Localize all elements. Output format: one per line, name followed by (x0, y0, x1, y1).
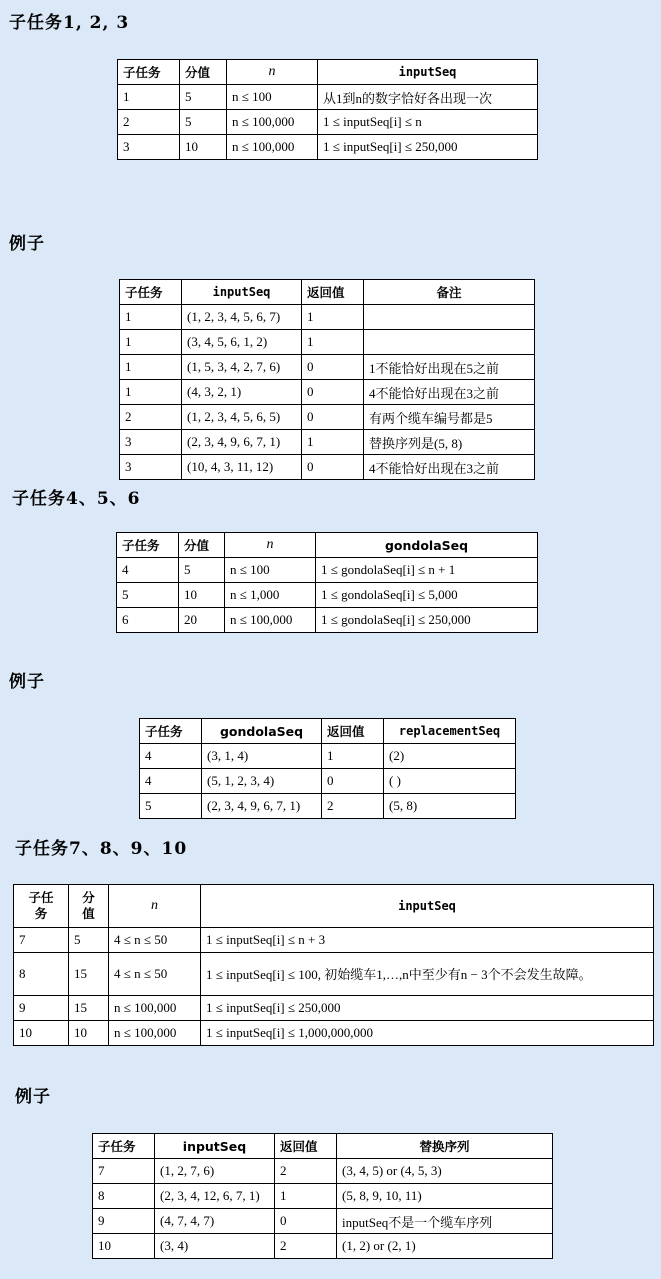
cell: 20 (179, 608, 225, 633)
cell: 0 (275, 1209, 337, 1234)
col-subtask: 子任务 (14, 885, 69, 928)
col-subtask: 子任务 (117, 533, 179, 558)
cell: (2, 3, 4, 12, 6, 7, 1) (155, 1184, 275, 1209)
cell: (1, 2, 3, 4, 5, 6, 5) (182, 405, 302, 430)
cell: (5, 8) (384, 794, 516, 819)
table-row (140, 744, 516, 769)
col-replacement-sequence: 替换序列 (337, 1134, 553, 1159)
cell: (1, 2, 3, 4, 5, 6, 7) (182, 305, 302, 330)
cell: 3 (120, 455, 182, 480)
subtask-7-10-heading: 子任务7、8、9、10 (15, 839, 188, 859)
col-n: n (109, 885, 201, 928)
col-subtask: 子任务 (93, 1134, 155, 1159)
cell: 1 (302, 430, 364, 455)
cell: n ≤ 100,000 (227, 110, 318, 135)
example-2-table (139, 718, 516, 819)
cell: (2) (384, 744, 516, 769)
subtask-1-3-table (117, 59, 538, 160)
cell: n ≤ 100 (225, 558, 316, 583)
cell: 10 (69, 1021, 109, 1046)
cell: 1 (120, 305, 182, 330)
cell: 0 (302, 380, 364, 405)
table-row (118, 85, 538, 110)
col-score: 分值 (180, 60, 227, 85)
cell: 1 ≤ inputSeq[i] ≤ 250,000 (318, 135, 538, 160)
cell: n ≤ 100,000 (109, 1021, 201, 1046)
cell: 1 ≤ inputSeq[i] ≤ n (318, 110, 538, 135)
col-return: 返回值 (275, 1134, 337, 1159)
cell: 2 (322, 794, 384, 819)
cell: 1 ≤ inputSeq[i] ≤ n + 3 (201, 928, 654, 953)
cell: 5 (180, 110, 227, 135)
cell: 5 (117, 583, 179, 608)
cell: 1 ≤ gondolaSeq[i] ≤ 5,000 (316, 583, 538, 608)
cell: 1 ≤ inputSeq[i] ≤ 250,000 (201, 996, 654, 1021)
cell: 2 (120, 405, 182, 430)
example-3-heading: 例子 (15, 1087, 51, 1107)
col-inputseq: inputSeq (182, 280, 302, 305)
cell: 4 (140, 769, 202, 794)
cell: (5, 1, 2, 3, 4) (202, 769, 322, 794)
cell: 0 (302, 455, 364, 480)
cell: 1 (118, 85, 180, 110)
cell: ( ) (384, 769, 516, 794)
cell: 7 (93, 1159, 155, 1184)
table-header-row (93, 1134, 553, 1159)
table-row (14, 1021, 654, 1046)
cell: n ≤ 100,000 (109, 996, 201, 1021)
table-row (118, 110, 538, 135)
cell: 2 (118, 110, 180, 135)
cell: 0 (322, 769, 384, 794)
cell: (2, 3, 4, 9, 6, 7, 1) (182, 430, 302, 455)
table-header-row (140, 719, 516, 744)
cell: 5 (179, 558, 225, 583)
table-row (117, 583, 538, 608)
cell: inputSeq不是一个缆车序列 (337, 1209, 553, 1234)
col-replacementseq: replacementSeq (384, 719, 516, 744)
col-gondolaseq: gondolaSeq (316, 533, 538, 558)
table-row (117, 558, 538, 583)
cell: 8 (93, 1184, 155, 1209)
cell: 1 (275, 1184, 337, 1209)
cell: 1 (120, 355, 182, 380)
cell: n ≤ 1,000 (225, 583, 316, 608)
cell: 1 (120, 380, 182, 405)
cell: (1, 5, 3, 4, 2, 7, 6) (182, 355, 302, 380)
cell: 4 (140, 744, 202, 769)
col-subtask: 子任务 (140, 719, 202, 744)
cell: 8 (14, 953, 69, 996)
cell: 1不能恰好出现在5之前 (364, 355, 535, 380)
table-row (14, 928, 654, 953)
table-row (117, 608, 538, 633)
cell: 5 (69, 928, 109, 953)
table-row (120, 380, 535, 405)
cell: 10 (179, 583, 225, 608)
cell: 2 (275, 1234, 337, 1259)
cell: 从1到n的数字恰好各出现一次 (318, 85, 538, 110)
cell: 1 (120, 330, 182, 355)
cell: 4 ≤ n ≤ 50 (109, 953, 201, 996)
cell: 9 (14, 996, 69, 1021)
cell: 有两个缆车编号都是5 (364, 405, 535, 430)
table-row (140, 794, 516, 819)
cell: 5 (140, 794, 202, 819)
cell: 1 (302, 330, 364, 355)
cell: (2, 3, 4, 9, 6, 7, 1) (202, 794, 322, 819)
example-1-heading: 例子 (9, 234, 45, 254)
cell (364, 330, 535, 355)
cell: (3, 4) (155, 1234, 275, 1259)
example-2-heading: 例子 (9, 672, 45, 692)
cell: 4 ≤ n ≤ 50 (109, 928, 201, 953)
table-row (118, 135, 538, 160)
col-n: n (227, 60, 318, 85)
cell: 2 (275, 1159, 337, 1184)
col-inputseq: inputSeq (201, 885, 654, 928)
subtask-4-6-table (116, 532, 538, 633)
cell: 10 (93, 1234, 155, 1259)
cell: 1 (322, 744, 384, 769)
table-row (120, 330, 535, 355)
cell: 1 ≤ gondolaSeq[i] ≤ 250,000 (316, 608, 538, 633)
table-row (120, 355, 535, 380)
cell: (3, 4, 5) or (4, 5, 3) (337, 1159, 553, 1184)
table-header-row (120, 280, 535, 305)
cell (364, 305, 535, 330)
subtask-1-3-heading: 子任务1, 2, 3 (9, 13, 130, 33)
cell: 1 ≤ gondolaSeq[i] ≤ n + 1 (316, 558, 538, 583)
cell: 7 (14, 928, 69, 953)
subtask-7-10-table (13, 884, 654, 1046)
cell: 0 (302, 405, 364, 430)
col-inputseq: inputSeq (318, 60, 538, 85)
table-row (14, 996, 654, 1021)
table-row (93, 1159, 553, 1184)
table-row (120, 455, 535, 480)
cell: (4, 3, 2, 1) (182, 380, 302, 405)
cell: n ≤ 100,000 (225, 608, 316, 633)
col-return: 返回值 (322, 719, 384, 744)
col-subtask: 子任务 (120, 280, 182, 305)
cell: 4不能恰好出现在3之前 (364, 455, 535, 480)
table-row (93, 1234, 553, 1259)
cell: 10 (180, 135, 227, 160)
col-notes: 备注 (364, 280, 535, 305)
cell: (1, 2) or (2, 1) (337, 1234, 553, 1259)
cell: n ≤ 100,000 (227, 135, 318, 160)
cell: 替换序列是(5, 8) (364, 430, 535, 455)
cell: 1 (302, 305, 364, 330)
table-header-row (14, 885, 654, 928)
cell: 15 (69, 953, 109, 996)
col-n: n (225, 533, 316, 558)
table-row (93, 1184, 553, 1209)
cell: 10 (14, 1021, 69, 1046)
cell: 1 ≤ inputSeq[i] ≤ 100, 初始缆车1,…,n中至少有n − 3个不会发生故障。 (201, 953, 654, 996)
table-row (93, 1209, 553, 1234)
col-score: 分值 (69, 885, 109, 928)
col-gondolaseq: gondolaSeq (202, 719, 322, 744)
cell: 4 (117, 558, 179, 583)
example-3-table (92, 1133, 553, 1259)
example-1-table (119, 279, 535, 480)
col-return: 返回值 (302, 280, 364, 305)
table-header-row (117, 533, 538, 558)
cell: 4不能恰好出现在3之前 (364, 380, 535, 405)
cell: (3, 4, 5, 6, 1, 2) (182, 330, 302, 355)
table-row (14, 953, 654, 996)
col-inputseq: inputSeq (155, 1134, 275, 1159)
cell: (1, 2, 7, 6) (155, 1159, 275, 1184)
cell: (5, 8, 9, 10, 11) (337, 1184, 553, 1209)
subtask-4-6-heading: 子任务4、5、6 (12, 489, 141, 509)
cell: 15 (69, 996, 109, 1021)
table-row (140, 769, 516, 794)
table-row (120, 305, 535, 330)
col-score: 分值 (179, 533, 225, 558)
col-subtask: 子任务 (118, 60, 180, 85)
cell: (4, 7, 4, 7) (155, 1209, 275, 1234)
cell: 6 (117, 608, 179, 633)
cell: n ≤ 100 (227, 85, 318, 110)
table-header-row (118, 60, 538, 85)
cell: (3, 1, 4) (202, 744, 322, 769)
cell: 3 (120, 430, 182, 455)
table-row (120, 405, 535, 430)
cell: 0 (302, 355, 364, 380)
cell: 3 (118, 135, 180, 160)
cell: 5 (180, 85, 227, 110)
cell: (10, 4, 3, 11, 12) (182, 455, 302, 480)
table-row (120, 430, 535, 455)
cell: 9 (93, 1209, 155, 1234)
cell: 1 ≤ inputSeq[i] ≤ 1,000,000,000 (201, 1021, 654, 1046)
